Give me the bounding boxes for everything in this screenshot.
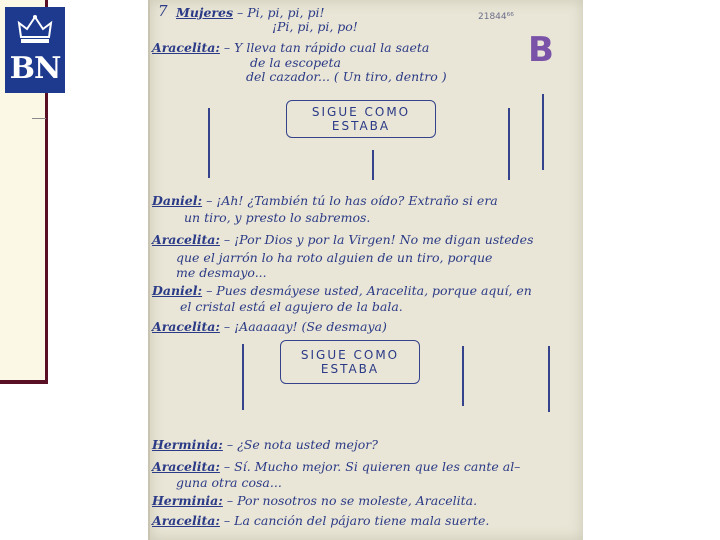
dialogue-text: ¡Pi, pi, pi, po!	[272, 19, 358, 34]
stage-line	[462, 346, 464, 406]
manuscript-line	[250, 56, 341, 70]
speaker-name: Herminia:	[152, 437, 223, 452]
dialogue-text: – Pues desmáyese usted, Aracelita, porque aquí, en	[206, 283, 532, 298]
dialogue-text: guna otra cosa...	[176, 475, 282, 490]
manuscript-line	[176, 266, 267, 280]
box-line: SIGUE COMO	[311, 105, 411, 119]
stage-line	[372, 150, 374, 180]
speaker-name: Aracelita:	[152, 513, 220, 528]
box-line: ESTABA	[320, 362, 380, 376]
page-number: 7	[158, 2, 168, 20]
crown-icon	[17, 13, 53, 47]
speaker-name: Daniel:	[152, 193, 203, 208]
manuscript-line	[272, 20, 358, 34]
stage-direction-box	[286, 100, 436, 138]
dialogue-text: que el jarrón lo ha roto alguien de un tiro, porque	[176, 250, 493, 265]
dialogue-text: – La canción del pájaro tiene mala suerte.	[223, 513, 490, 528]
manuscript-line	[152, 514, 489, 528]
corner-letter: B	[528, 30, 554, 70]
manuscript-line	[152, 494, 477, 508]
manuscript-line	[184, 211, 370, 225]
dialogue-text: un tiro, y presto lo sabremos.	[184, 210, 371, 225]
dialogue-text: – ¡Por Dios y por la Virgen! No me digan ustedes	[223, 232, 534, 247]
manuscript-line	[180, 300, 403, 314]
box-line: SIGUE COMO	[300, 348, 400, 362]
stage-line	[208, 108, 210, 178]
speaker-name: Mujeres	[176, 5, 233, 20]
manuscript-line	[176, 251, 492, 265]
manuscript-line	[152, 460, 520, 474]
stage-line	[508, 108, 510, 180]
dialogue-text: – ¡Ah! ¿También tú lo has oído? Extraño si era	[206, 193, 498, 208]
dialogue-text: – ¿Se nota usted mejor?	[226, 437, 378, 452]
dialogue-text: de la escopeta	[250, 55, 342, 70]
dialogue-text: – Sí. Mucho mejor. Si quieren que les cante al–	[223, 459, 521, 474]
manuscript-line	[152, 438, 378, 452]
manuscript-sheet	[150, 0, 583, 540]
dialogue-text: el cristal está el agujero de la bala.	[180, 299, 403, 314]
manuscript-line	[176, 476, 282, 490]
manuscript-line	[246, 70, 447, 84]
manuscript-line	[152, 233, 533, 247]
dialogue-text: – Pi, pi, pi, pi!	[236, 5, 325, 20]
bn-logo	[5, 7, 65, 93]
dialogue-text: del cazador... ( Un tiro, dentro )	[246, 69, 447, 84]
side-dash	[32, 118, 46, 119]
dialogue-text: – Por nosotros no se moleste, Aracelita.	[226, 493, 478, 508]
speaker-name: Aracelita:	[152, 459, 220, 474]
stage-direction-box	[280, 340, 420, 384]
speaker-name: Aracelita:	[152, 232, 220, 247]
stage-line	[242, 344, 244, 410]
stage-line	[548, 346, 550, 412]
manuscript-line	[176, 6, 324, 20]
manuscript-line	[152, 284, 532, 298]
box-line: ESTABA	[331, 119, 391, 133]
stage-line	[542, 94, 544, 170]
dialogue-text: – ¡Aaaaaay! (Se desmaya)	[223, 319, 387, 334]
side-panel-base-line	[0, 380, 48, 384]
speaker-name: Aracelita:	[152, 319, 220, 334]
speaker-name: Daniel:	[152, 283, 203, 298]
catalog-number: 21844⁶⁶	[478, 12, 514, 22]
manuscript-line	[152, 41, 429, 55]
logo-text: BN	[9, 51, 61, 86]
speaker-name: Aracelita:	[152, 40, 220, 55]
speaker-name: Herminia:	[152, 493, 223, 508]
manuscript-line	[152, 194, 498, 208]
manuscript-line	[152, 320, 387, 334]
dialogue-text: me desmayo...	[176, 265, 267, 280]
dialogue-text: – Y lleva tan rápido cual la saeta	[223, 40, 430, 55]
